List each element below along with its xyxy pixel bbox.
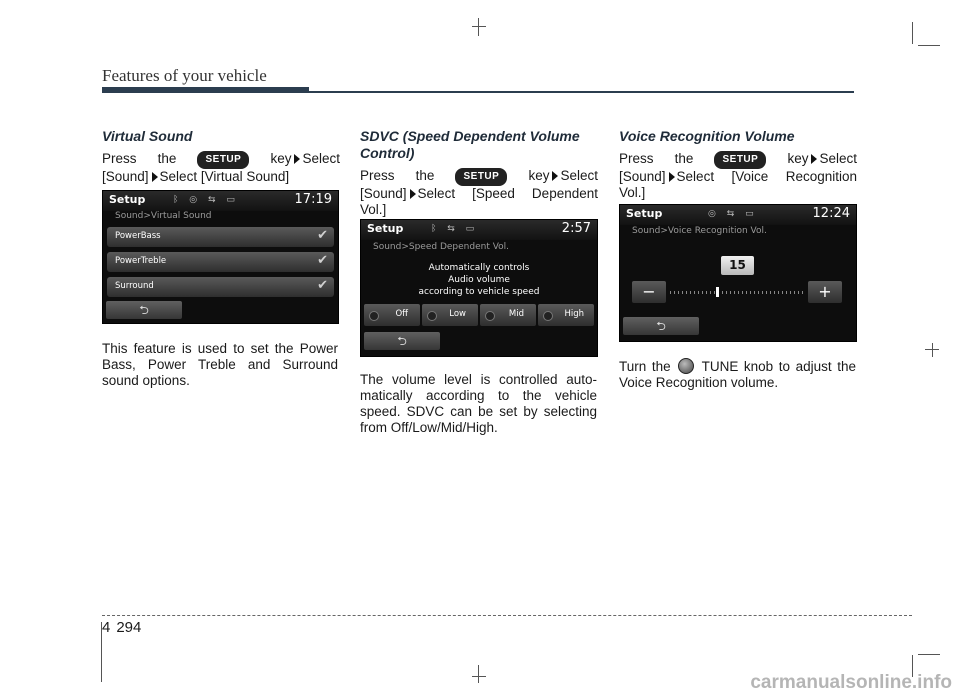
volume-value: 15 xyxy=(721,256,754,275)
instruction-line: [Sound] Select [Speed Dependent Vol.] xyxy=(360,186,598,217)
info-line: according to vehicle speed xyxy=(418,287,540,297)
voice-volume-section xyxy=(619,128,857,201)
crop-mark xyxy=(918,45,940,46)
virtual-sound-description: This feature is used to set the Power Bass, Power Treble and Surround sound options. xyxy=(102,341,338,388)
level-low-button[interactable]: Low xyxy=(422,304,478,326)
chapter-number: 4 xyxy=(102,619,111,636)
instruction-line: Press the SETUP key Select xyxy=(619,151,857,169)
arrow-right-icon xyxy=(410,189,416,199)
footer-rule xyxy=(102,615,912,616)
breadcrumb: Sound>Virtual Sound xyxy=(115,211,212,221)
crop-mark xyxy=(472,676,486,677)
volume-slider-track[interactable] xyxy=(670,291,804,294)
breadcrumb: Sound>Speed Dependent Vol. xyxy=(373,242,510,252)
screen-clock: 17:19 xyxy=(294,192,332,207)
level-off-button[interactable]: Off xyxy=(364,304,420,326)
screen-title: Setup xyxy=(626,207,663,220)
back-arrow-icon: ⮌ xyxy=(397,334,407,348)
setup-key-icon: SETUP xyxy=(455,168,507,186)
option-surround[interactable]: Surround ✔ xyxy=(107,277,334,297)
section-heading: SDVC (Speed Dependent Volume Control) xyxy=(360,128,580,161)
option-powerbass[interactable]: PowerBass ✔ xyxy=(107,227,334,247)
check-icon: ✔ xyxy=(317,253,328,268)
check-icon: ✔ xyxy=(317,278,328,293)
crop-mark xyxy=(478,665,479,683)
check-icon: ✔ xyxy=(317,228,328,243)
sdvc-section xyxy=(360,128,598,218)
crop-mark xyxy=(932,343,933,357)
arrow-right-icon xyxy=(294,154,300,164)
page-number xyxy=(102,619,147,636)
virtual-sound-screen xyxy=(102,190,339,324)
instruction-line: [Sound] Select [Voice Recognition Vol.] xyxy=(619,169,857,200)
back-button[interactable] xyxy=(364,332,440,350)
bluetooth-icon: ᛒ ⇆ ▭ xyxy=(431,224,479,234)
back-button[interactable] xyxy=(623,317,699,335)
level-high-button[interactable]: High xyxy=(538,304,594,326)
voice-volume-screen xyxy=(619,204,857,342)
crop-mark xyxy=(918,654,940,655)
arrow-right-icon xyxy=(811,154,817,164)
breadcrumb: Sound>Voice Recognition Vol. xyxy=(632,226,767,236)
volume-slider-handle[interactable] xyxy=(716,287,719,297)
volume-down-button[interactable]: − xyxy=(632,281,666,303)
bluetooth-icon: ᛒ ◎ ⇆ ▭ xyxy=(173,195,239,205)
page-header-title: Features of your vehicle xyxy=(102,66,267,85)
back-arrow-icon: ⮌ xyxy=(139,303,149,317)
header-accent-bar xyxy=(102,87,309,93)
back-button[interactable] xyxy=(106,301,182,319)
tune-knob-icon xyxy=(678,358,694,374)
settings-icon: ◎ ⇆ ▭ xyxy=(708,209,758,219)
arrow-right-icon xyxy=(669,172,675,182)
instruction-line: Press the SETUP key Select xyxy=(360,168,598,186)
watermark: carmanualsonline.info xyxy=(750,672,952,693)
level-mid-button[interactable]: Mid xyxy=(480,304,536,326)
section-heading: Voice Recognition Volume xyxy=(619,128,795,144)
info-line: Automatically controls xyxy=(428,263,530,273)
setup-key-icon: SETUP xyxy=(714,151,766,169)
arrow-right-icon xyxy=(152,172,158,182)
page-number-value: 294 xyxy=(116,619,142,636)
voice-volume-description: Turn the TUNE knob to adjust the Voice Recognition volume. xyxy=(619,359,857,390)
section-heading: Virtual Sound xyxy=(102,128,193,144)
setup-key-icon: SETUP xyxy=(197,151,249,169)
sdvc-screen xyxy=(360,219,598,357)
option-powertreble[interactable]: PowerTreble ✔ xyxy=(107,252,334,272)
sdvc-description: The volume level is controlled auto- matically according to the vehicle speed. SDVC can be set by selecting from Off/Low/Mid/High. xyxy=(360,372,597,435)
info-line: Audio volume xyxy=(448,275,510,285)
crop-mark xyxy=(912,22,913,44)
virtual-sound-section xyxy=(102,128,340,185)
crop-mark xyxy=(472,26,486,27)
screen-title: Setup xyxy=(109,193,146,206)
screen-title: Setup xyxy=(367,222,404,235)
back-arrow-icon: ⮌ xyxy=(656,319,666,333)
volume-up-button[interactable]: + xyxy=(808,281,842,303)
instruction-line: [Sound] Select [Virtual Sound] xyxy=(102,169,290,184)
screen-clock: 12:24 xyxy=(812,206,850,221)
arrow-right-icon xyxy=(552,171,558,181)
instruction-line: Press the SETUP key Select xyxy=(102,151,340,169)
crop-mark xyxy=(478,18,479,36)
screen-clock: 2:57 xyxy=(561,221,591,236)
